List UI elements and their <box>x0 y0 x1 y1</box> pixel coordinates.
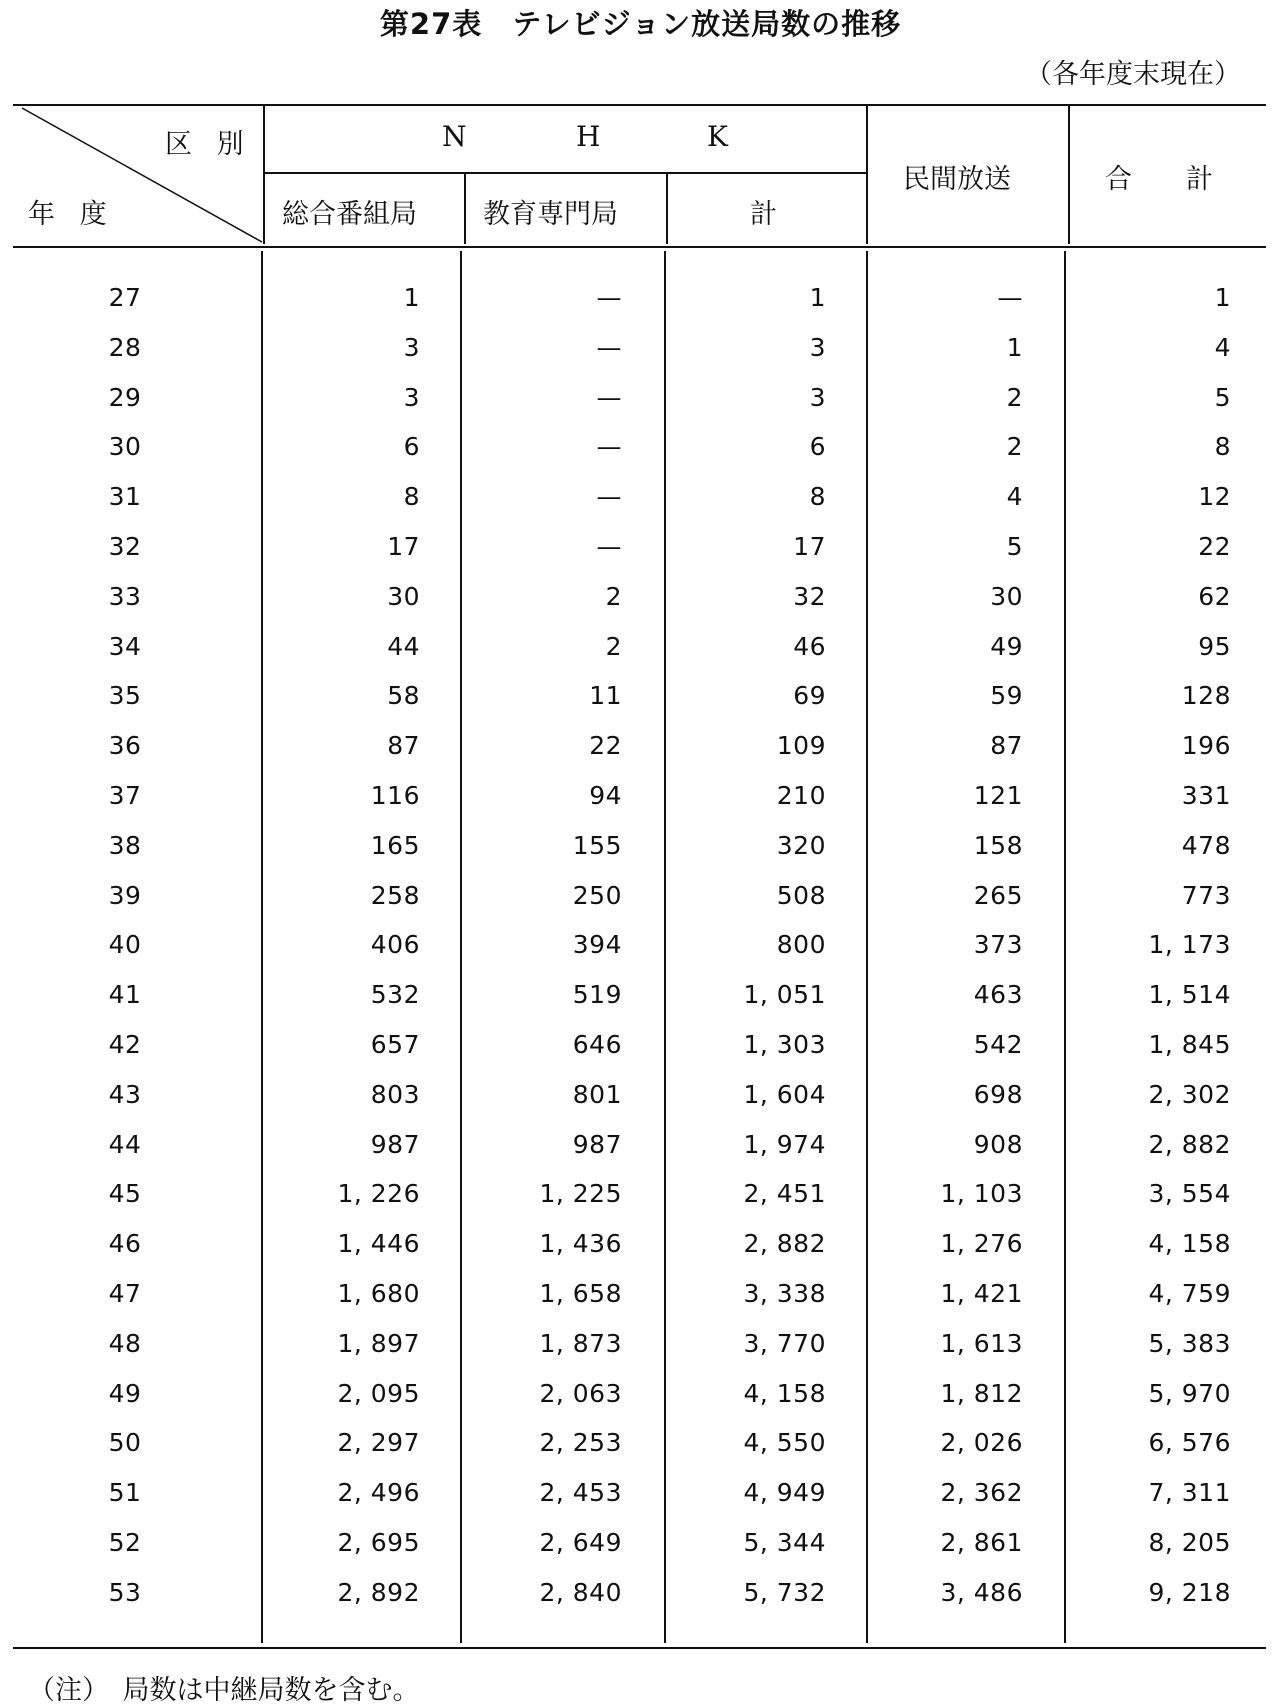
cell-year: 37 <box>108 781 142 810</box>
cell-general: 2, 095 <box>337 1378 420 1408</box>
cell-year: 27 <box>108 283 142 312</box>
cell-education: 2, 253 <box>539 1428 622 1458</box>
cell-year: 34 <box>108 631 142 661</box>
cell-nhk-total: 508 <box>776 880 826 910</box>
cell-general: 17 <box>387 532 420 561</box>
cell-general: 1, 446 <box>337 1229 420 1259</box>
cell-general: 3 <box>403 382 420 412</box>
cell-education: 2 <box>605 581 622 611</box>
cell-private: 59 <box>990 681 1023 711</box>
cell-private: 1, 276 <box>940 1229 1023 1259</box>
cell-grand-total: 196 <box>1181 731 1231 761</box>
cell-nhk-total: 320 <box>776 830 826 860</box>
cell-education: 155 <box>572 830 622 860</box>
cell-education: 1, 658 <box>539 1279 622 1308</box>
cell-year: 32 <box>108 532 142 561</box>
cell-private: 121 <box>973 781 1023 810</box>
cell-year: 28 <box>108 332 142 362</box>
cell-grand-total: 773 <box>1181 880 1231 910</box>
cell-year: 49 <box>108 1378 142 1408</box>
table-title: 第27表 テレビジョン放送局数の推移 <box>379 7 902 41</box>
cell-grand-total: 22 <box>1198 532 1231 561</box>
cell-year: 30 <box>108 432 142 462</box>
cell-nhk-total: 4, 158 <box>743 1378 826 1408</box>
cell-private: 1 <box>1006 332 1023 362</box>
header-nhk-h: H <box>576 120 601 153</box>
cell-education: 94 <box>589 781 622 810</box>
header-grand-total: 合 計 <box>1105 164 1213 195</box>
table-note: （注） 局数は中継局数を含む。 <box>28 1675 420 1706</box>
cell-year: 39 <box>108 880 142 910</box>
cell-private: 1, 812 <box>940 1378 1023 1408</box>
cell-grand-total: 4, 158 <box>1148 1229 1231 1259</box>
cell-general: 87 <box>387 731 420 761</box>
cell-education: 2 <box>605 631 622 661</box>
cell-education: 250 <box>572 880 622 910</box>
cell-education: — <box>596 432 622 462</box>
cell-general: 803 <box>370 1079 420 1109</box>
cell-grand-total: 2, 882 <box>1148 1129 1231 1159</box>
corner-label-category: 区 別 <box>165 129 252 160</box>
cell-nhk-total: 69 <box>793 681 826 711</box>
cell-grand-total: 5, 383 <box>1148 1328 1231 1358</box>
cell-nhk-total: 46 <box>793 631 826 661</box>
cell-nhk-total: 1, 604 <box>743 1079 826 1109</box>
cell-education: 801 <box>572 1079 622 1109</box>
cell-education: 1, 873 <box>539 1328 622 1358</box>
cell-year: 42 <box>108 1030 142 1059</box>
cell-year: 52 <box>108 1528 142 1557</box>
cell-general: 58 <box>387 681 420 711</box>
cell-education: 11 <box>589 681 622 711</box>
cell-grand-total: 7, 311 <box>1148 1478 1231 1508</box>
cell-nhk-total: 6 <box>809 432 826 462</box>
cell-year: 43 <box>108 1079 142 1109</box>
cell-general: 987 <box>370 1129 420 1159</box>
cell-general: 165 <box>370 830 420 860</box>
cell-general: 1, 680 <box>337 1279 420 1308</box>
cell-grand-total: 8, 205 <box>1148 1528 1231 1557</box>
cell-nhk-total: 5, 732 <box>743 1577 826 1607</box>
cell-general: 532 <box>370 980 420 1010</box>
cell-education: 519 <box>572 980 622 1010</box>
table-subtitle: （各年度末現在） <box>1025 59 1241 90</box>
cell-education: — <box>596 332 622 362</box>
cell-year: 40 <box>108 930 142 960</box>
cell-education: 394 <box>572 930 622 960</box>
cell-general: 44 <box>387 631 420 661</box>
cell-year: 41 <box>108 980 142 1010</box>
cell-year: 46 <box>108 1229 142 1259</box>
cell-education: — <box>596 382 622 412</box>
cell-private: 265 <box>973 880 1023 910</box>
cell-general: 2, 297 <box>337 1428 420 1458</box>
cell-grand-total: 478 <box>1181 830 1231 860</box>
cell-general: 2, 496 <box>337 1478 420 1508</box>
header-education-stations: 教育専門局 <box>483 199 618 230</box>
cell-education: 2, 453 <box>539 1478 622 1508</box>
cell-education: 2, 649 <box>539 1528 622 1557</box>
cell-year: 53 <box>108 1577 142 1607</box>
cell-private: 373 <box>973 930 1023 960</box>
cell-grand-total: 12 <box>1198 482 1231 512</box>
cell-nhk-total: 1, 303 <box>743 1030 826 1059</box>
cell-year: 50 <box>108 1428 142 1458</box>
header-nhk-n: N <box>442 120 467 153</box>
cell-grand-total: 331 <box>1181 781 1231 810</box>
cell-general: 3 <box>403 332 420 362</box>
cell-private: 2, 861 <box>940 1528 1023 1557</box>
cell-grand-total: 4, 759 <box>1148 1279 1231 1308</box>
cell-private: 1, 103 <box>940 1179 1023 1209</box>
cell-year: 51 <box>108 1478 142 1508</box>
cell-nhk-total: 3, 338 <box>743 1279 826 1308</box>
cell-nhk-total: 210 <box>776 781 826 810</box>
cell-nhk-total: 5, 344 <box>743 1528 826 1557</box>
cell-nhk-total: 3 <box>809 332 826 362</box>
cell-year: 45 <box>108 1179 142 1209</box>
corner-label-year: 年 度 <box>28 199 115 230</box>
cell-private: 2 <box>1006 432 1023 462</box>
cell-grand-total: 1 <box>1214 283 1231 312</box>
cell-education: 2, 063 <box>539 1378 622 1408</box>
cell-general: 2, 695 <box>337 1528 420 1557</box>
cell-private: 158 <box>973 830 1023 860</box>
header-nhk-k: K <box>707 120 728 153</box>
cell-education: — <box>596 532 622 561</box>
cell-education: 22 <box>589 731 622 761</box>
cell-general: 258 <box>370 880 420 910</box>
cell-grand-total: 1, 845 <box>1148 1030 1231 1059</box>
cell-private: 2, 362 <box>940 1478 1023 1508</box>
cell-private: 542 <box>973 1030 1023 1059</box>
cell-private: 1, 613 <box>940 1328 1023 1358</box>
header-nhk-total: 計 <box>750 199 777 230</box>
cell-nhk-total: 8 <box>809 482 826 512</box>
cell-general: 657 <box>370 1030 420 1059</box>
cell-year: 33 <box>108 581 142 611</box>
cell-nhk-total: 109 <box>776 731 826 761</box>
cell-private: 5 <box>1006 532 1023 561</box>
cell-grand-total: 1, 173 <box>1148 930 1231 960</box>
cell-grand-total: 5, 970 <box>1148 1378 1231 1408</box>
cell-general: 116 <box>370 781 420 810</box>
cell-education: 646 <box>572 1030 622 1059</box>
header-private-broadcasting: 民間放送 <box>903 164 1011 195</box>
cell-grand-total: 1, 514 <box>1148 980 1231 1010</box>
cell-general: 2, 892 <box>337 1577 420 1607</box>
cell-nhk-total: 3 <box>809 382 826 412</box>
cell-grand-total: 95 <box>1198 631 1231 661</box>
cell-general: 6 <box>403 432 420 462</box>
cell-nhk-total: 2, 451 <box>743 1179 826 1209</box>
cell-year: 38 <box>108 830 142 860</box>
cell-year: 35 <box>108 681 142 711</box>
cell-grand-total: 9, 218 <box>1148 1577 1231 1607</box>
cell-nhk-total: 800 <box>776 930 826 960</box>
cell-grand-total: 8 <box>1214 432 1231 462</box>
cell-general: 8 <box>403 482 420 512</box>
cell-grand-total: 4 <box>1214 332 1231 362</box>
cell-nhk-total: 1, 051 <box>743 980 826 1010</box>
cell-private: 463 <box>973 980 1023 1010</box>
cell-nhk-total: 17 <box>793 532 826 561</box>
cell-nhk-total: 1 <box>809 283 826 312</box>
cell-grand-total: 62 <box>1198 581 1231 611</box>
cell-private: 30 <box>990 581 1023 611</box>
cell-education: — <box>596 482 622 512</box>
cell-year: 29 <box>108 382 142 412</box>
cell-private: 2 <box>1006 382 1023 412</box>
cell-education: 987 <box>572 1129 622 1159</box>
cell-nhk-total: 32 <box>793 581 826 611</box>
cell-private: 49 <box>990 631 1023 661</box>
cell-general: 1, 897 <box>337 1328 420 1358</box>
cell-year: 44 <box>108 1129 142 1159</box>
cell-private: 2, 026 <box>940 1428 1023 1458</box>
cell-year: 31 <box>108 482 142 512</box>
cell-nhk-total: 4, 949 <box>743 1478 826 1508</box>
cell-year: 47 <box>108 1279 142 1308</box>
cell-general: 30 <box>387 581 420 611</box>
cell-education: — <box>596 283 622 312</box>
cell-nhk-total: 3, 770 <box>743 1328 826 1358</box>
cell-education: 1, 225 <box>539 1179 622 1209</box>
cell-grand-total: 5 <box>1214 382 1231 412</box>
cell-general: 1, 226 <box>337 1179 420 1209</box>
cell-private: 3, 486 <box>940 1577 1023 1607</box>
cell-nhk-total: 4, 550 <box>743 1428 826 1458</box>
cell-nhk-total: 2, 882 <box>743 1229 826 1259</box>
cell-private: 908 <box>973 1129 1023 1159</box>
cell-year: 48 <box>108 1328 142 1358</box>
cell-private: 1, 421 <box>940 1279 1023 1308</box>
cell-grand-total: 6, 576 <box>1148 1428 1231 1458</box>
header-general-stations: 総合番組局 <box>282 199 417 230</box>
cell-education: 1, 436 <box>539 1229 622 1259</box>
cell-general: 406 <box>370 930 420 960</box>
cell-private: 698 <box>973 1079 1023 1109</box>
cell-grand-total: 3, 554 <box>1148 1179 1231 1209</box>
cell-grand-total: 2, 302 <box>1148 1079 1231 1109</box>
cell-private: 4 <box>1006 482 1023 512</box>
cell-private: — <box>997 283 1023 312</box>
cell-private: 87 <box>990 731 1023 761</box>
cell-nhk-total: 1, 974 <box>743 1129 826 1159</box>
cell-grand-total: 128 <box>1181 681 1231 711</box>
cell-year: 36 <box>108 731 142 761</box>
cell-general: 1 <box>403 283 420 312</box>
cell-education: 2, 840 <box>539 1577 622 1607</box>
